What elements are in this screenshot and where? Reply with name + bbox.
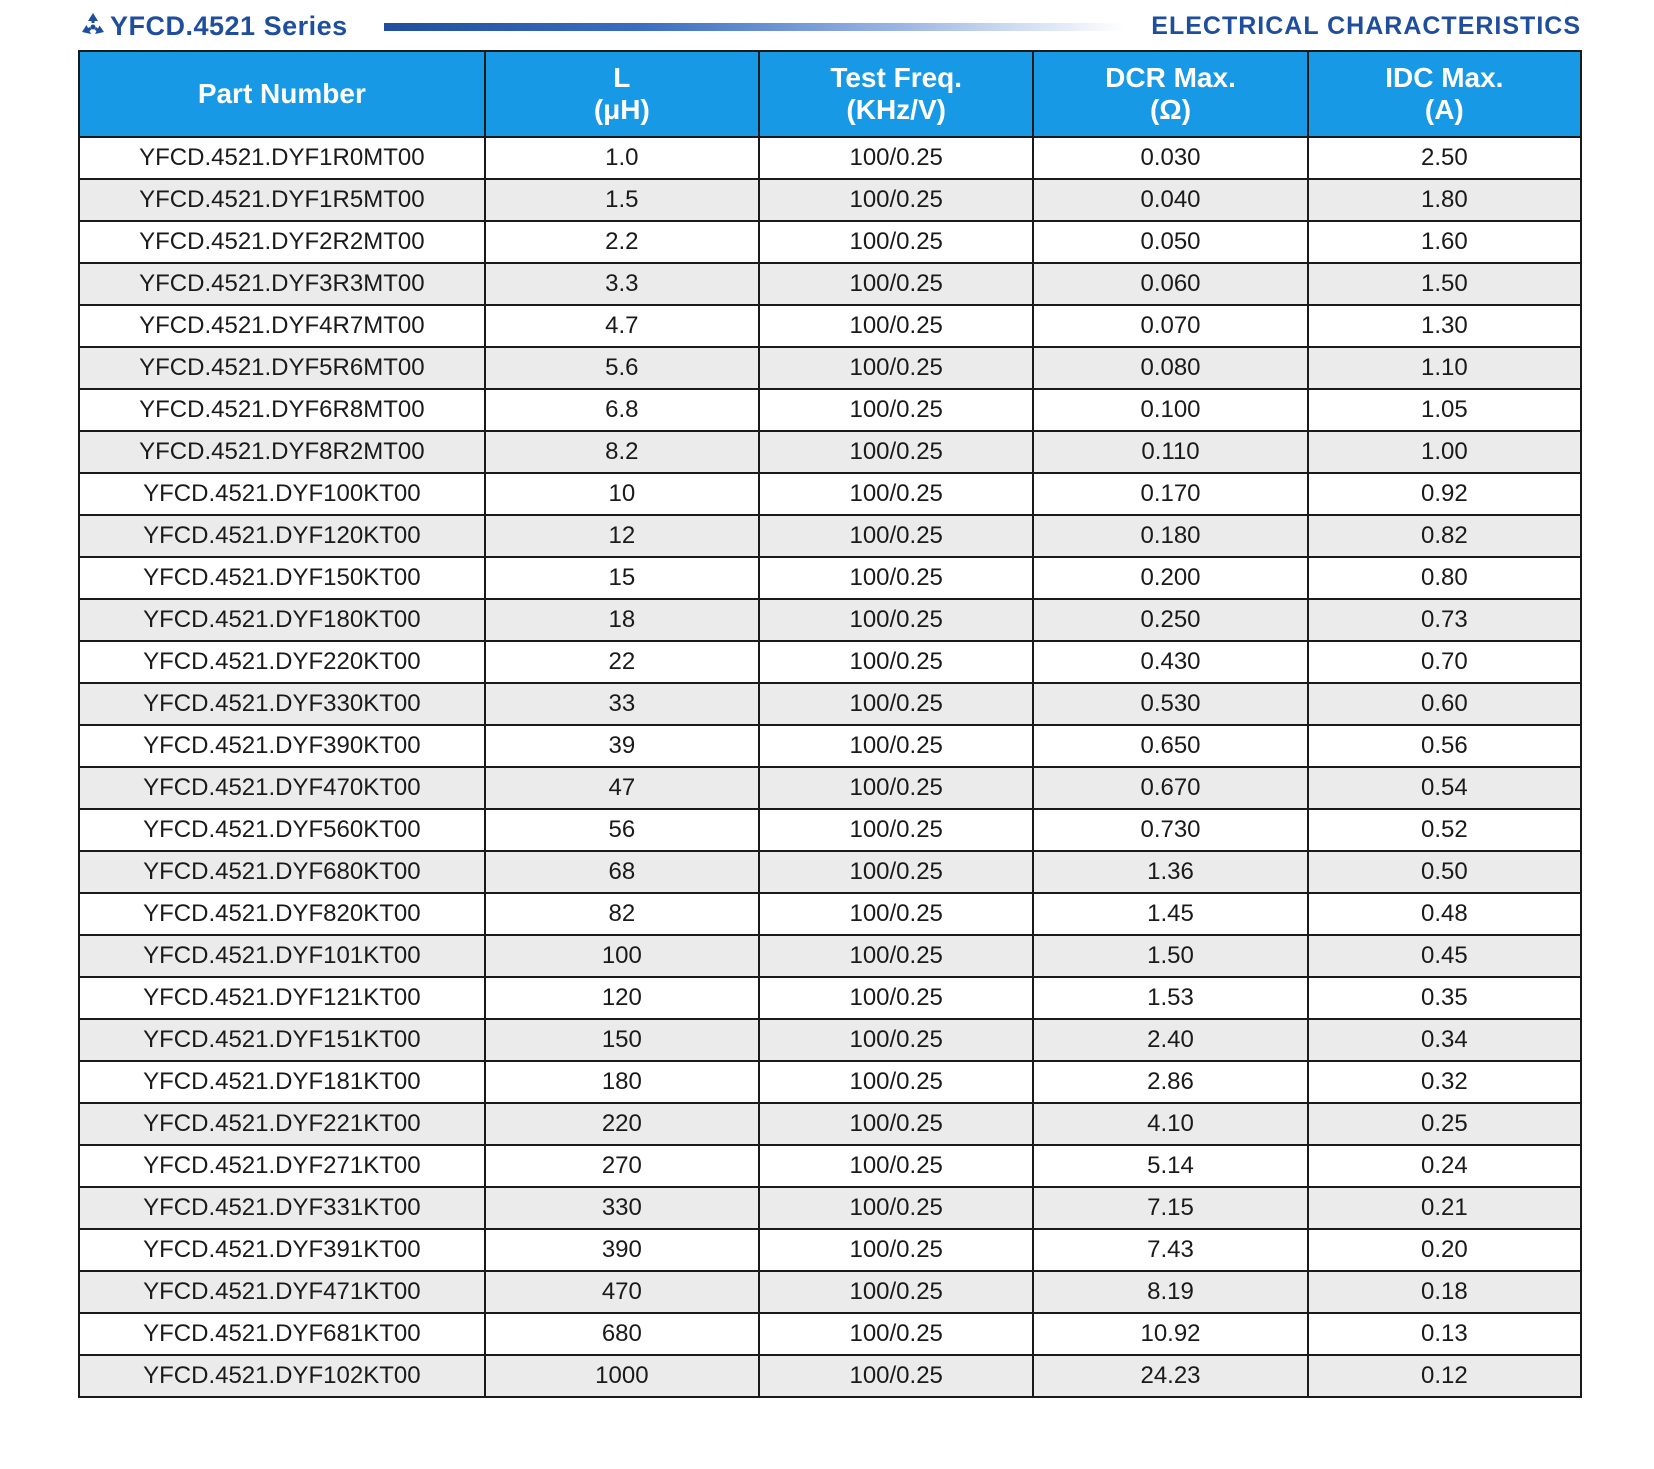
section-title: ELECTRICAL CHARACTERISTICS [1151, 12, 1581, 40]
dcr-max-cell: 0.080 [1033, 347, 1307, 389]
inductance-cell: 6.8 [485, 389, 759, 431]
idc-max-cell: 1.30 [1308, 305, 1581, 347]
test-frequency-cell: 100/0.25 [759, 1187, 1033, 1229]
idc-max-cell: 0.25 [1308, 1103, 1581, 1145]
inductance-cell: 330 [485, 1187, 759, 1229]
idc-max-cell: 0.80 [1308, 557, 1581, 599]
dcr-max-cell: 0.050 [1033, 221, 1307, 263]
table-row [79, 851, 1581, 893]
inductance-cell: 2.2 [485, 221, 759, 263]
idc-max-cell: 1.50 [1308, 263, 1581, 305]
part-number-cell: YFCD.4521.DYF681KT00 [79, 1313, 485, 1355]
column-header-idc-max: IDC Max. (A) [1308, 51, 1581, 137]
page-header [78, 8, 1581, 44]
test-frequency-cell: 100/0.25 [759, 263, 1033, 305]
idc-max-cell: 1.05 [1308, 389, 1581, 431]
table-row [79, 263, 1581, 305]
table-row [79, 1061, 1581, 1103]
inductance-cell: 82 [485, 893, 759, 935]
table-row [79, 1019, 1581, 1061]
table-row [79, 557, 1581, 599]
part-number-cell: YFCD.4521.DYF471KT00 [79, 1271, 485, 1313]
idc-max-cell: 0.12 [1308, 1355, 1581, 1397]
part-number-cell: YFCD.4521.DYF390KT00 [79, 725, 485, 767]
part-number-cell: YFCD.4521.DYF101KT00 [79, 935, 485, 977]
inductance-cell: 680 [485, 1313, 759, 1355]
test-frequency-cell: 100/0.25 [759, 725, 1033, 767]
part-number-cell: YFCD.4521.DYF2R2MT00 [79, 221, 485, 263]
idc-max-cell: 0.70 [1308, 641, 1581, 683]
recycle-icon [78, 10, 108, 40]
idc-max-cell: 0.48 [1308, 893, 1581, 935]
dcr-max-cell: 0.530 [1033, 683, 1307, 725]
inductance-cell: 270 [485, 1145, 759, 1187]
part-number-cell: YFCD.4521.DYF221KT00 [79, 1103, 485, 1145]
idc-max-cell: 0.73 [1308, 599, 1581, 641]
test-frequency-cell: 100/0.25 [759, 1145, 1033, 1187]
inductance-cell: 390 [485, 1229, 759, 1271]
inductance-cell: 1.0 [485, 137, 759, 179]
dcr-max-cell: 7.15 [1033, 1187, 1307, 1229]
part-number-cell: YFCD.4521.DYF220KT00 [79, 641, 485, 683]
test-frequency-cell: 100/0.25 [759, 767, 1033, 809]
inductance-cell: 56 [485, 809, 759, 851]
idc-max-cell: 2.50 [1308, 137, 1581, 179]
dcr-max-cell: 0.170 [1033, 473, 1307, 515]
part-number-cell: YFCD.4521.DYF560KT00 [79, 809, 485, 851]
table-row [79, 1355, 1581, 1397]
dcr-max-cell: 4.10 [1033, 1103, 1307, 1145]
column-header-test-frequency: Test Freq. (KHz/V) [759, 51, 1033, 137]
part-number-cell: YFCD.4521.DYF121KT00 [79, 977, 485, 1019]
part-number-cell: YFCD.4521.DYF330KT00 [79, 683, 485, 725]
dcr-max-cell: 0.040 [1033, 179, 1307, 221]
dcr-max-cell: 24.23 [1033, 1355, 1307, 1397]
table-row [79, 1313, 1581, 1355]
dcr-max-cell: 0.730 [1033, 809, 1307, 851]
test-frequency-cell: 100/0.25 [759, 641, 1033, 683]
table-row [79, 641, 1581, 683]
idc-max-cell: 0.34 [1308, 1019, 1581, 1061]
electrical-characteristics-table [78, 50, 1582, 1398]
test-frequency-cell: 100/0.25 [759, 893, 1033, 935]
inductance-cell: 180 [485, 1061, 759, 1103]
test-frequency-cell: 100/0.25 [759, 221, 1033, 263]
table-row [79, 767, 1581, 809]
dcr-max-cell: 1.45 [1033, 893, 1307, 935]
inductance-cell: 1000 [485, 1355, 759, 1397]
part-number-cell: YFCD.4521.DYF151KT00 [79, 1019, 485, 1061]
table-row [79, 683, 1581, 725]
table-row [79, 599, 1581, 641]
dcr-max-cell: 5.14 [1033, 1145, 1307, 1187]
part-number-cell: YFCD.4521.DYF271KT00 [79, 1145, 485, 1187]
dcr-max-cell: 0.060 [1033, 263, 1307, 305]
dcr-max-cell: 1.36 [1033, 851, 1307, 893]
dcr-max-cell: 10.92 [1033, 1313, 1307, 1355]
table-row [79, 389, 1581, 431]
test-frequency-cell: 100/0.25 [759, 431, 1033, 473]
inductance-cell: 15 [485, 557, 759, 599]
inductance-cell: 22 [485, 641, 759, 683]
idc-max-cell: 0.60 [1308, 683, 1581, 725]
table-row [79, 1145, 1581, 1187]
column-header-dcr-max: DCR Max. (Ω) [1033, 51, 1307, 137]
part-number-cell: YFCD.4521.DYF8R2MT00 [79, 431, 485, 473]
test-frequency-cell: 100/0.25 [759, 473, 1033, 515]
inductance-cell: 39 [485, 725, 759, 767]
test-frequency-cell: 100/0.25 [759, 347, 1033, 389]
idc-max-cell: 0.56 [1308, 725, 1581, 767]
test-frequency-cell: 100/0.25 [759, 935, 1033, 977]
header-divider [384, 23, 1124, 31]
part-number-cell: YFCD.4521.DYF1R5MT00 [79, 179, 485, 221]
table-row [79, 431, 1581, 473]
idc-max-cell: 0.92 [1308, 473, 1581, 515]
dcr-max-cell: 0.430 [1033, 641, 1307, 683]
table-row [79, 473, 1581, 515]
idc-max-cell: 0.24 [1308, 1145, 1581, 1187]
part-number-cell: YFCD.4521.DYF5R6MT00 [79, 347, 485, 389]
test-frequency-cell: 100/0.25 [759, 179, 1033, 221]
idc-max-cell: 1.00 [1308, 431, 1581, 473]
part-number-cell: YFCD.4521.DYF820KT00 [79, 893, 485, 935]
idc-max-cell: 0.54 [1308, 767, 1581, 809]
dcr-max-cell: 0.180 [1033, 515, 1307, 557]
inductance-cell: 8.2 [485, 431, 759, 473]
inductance-cell: 220 [485, 1103, 759, 1145]
test-frequency-cell: 100/0.25 [759, 557, 1033, 599]
test-frequency-cell: 100/0.25 [759, 809, 1033, 851]
idc-max-cell: 0.45 [1308, 935, 1581, 977]
inductance-cell: 33 [485, 683, 759, 725]
table-row [79, 809, 1581, 851]
idc-max-cell: 0.18 [1308, 1271, 1581, 1313]
dcr-max-cell: 0.110 [1033, 431, 1307, 473]
dcr-max-cell: 0.250 [1033, 599, 1307, 641]
part-number-cell: YFCD.4521.DYF6R8MT00 [79, 389, 485, 431]
table-row [79, 137, 1581, 179]
table-row [79, 221, 1581, 263]
dcr-max-cell: 0.070 [1033, 305, 1307, 347]
dcr-max-cell: 1.50 [1033, 935, 1307, 977]
test-frequency-cell: 100/0.25 [759, 851, 1033, 893]
inductance-cell: 1.5 [485, 179, 759, 221]
inductance-cell: 12 [485, 515, 759, 557]
table-row [79, 305, 1581, 347]
test-frequency-cell: 100/0.25 [759, 515, 1033, 557]
inductance-cell: 3.3 [485, 263, 759, 305]
idc-max-cell: 1.80 [1308, 179, 1581, 221]
table-row [79, 179, 1581, 221]
table-row [79, 1103, 1581, 1145]
test-frequency-cell: 100/0.25 [759, 389, 1033, 431]
table-row [79, 893, 1581, 935]
part-number-cell: YFCD.4521.DYF4R7MT00 [79, 305, 485, 347]
table-row [79, 1271, 1581, 1313]
series-title: YFCD.4521 Series [110, 11, 348, 41]
part-number-cell: YFCD.4521.DYF102KT00 [79, 1355, 485, 1397]
test-frequency-cell: 100/0.25 [759, 977, 1033, 1019]
table-row [79, 977, 1581, 1019]
dcr-max-cell: 0.200 [1033, 557, 1307, 599]
dcr-max-cell: 0.030 [1033, 137, 1307, 179]
test-frequency-cell: 100/0.25 [759, 1061, 1033, 1103]
test-frequency-cell: 100/0.25 [759, 599, 1033, 641]
test-frequency-cell: 100/0.25 [759, 1019, 1033, 1061]
part-number-cell: YFCD.4521.DYF150KT00 [79, 557, 485, 599]
idc-max-cell: 0.13 [1308, 1313, 1581, 1355]
column-header-inductance: L (μH) [485, 51, 759, 137]
idc-max-cell: 0.50 [1308, 851, 1581, 893]
table-row [79, 1229, 1581, 1271]
part-number-cell: YFCD.4521.DYF181KT00 [79, 1061, 485, 1103]
table-row [79, 725, 1581, 767]
dcr-max-cell: 1.53 [1033, 977, 1307, 1019]
dcr-max-cell: 2.86 [1033, 1061, 1307, 1103]
part-number-cell: YFCD.4521.DYF120KT00 [79, 515, 485, 557]
test-frequency-cell: 100/0.25 [759, 1271, 1033, 1313]
test-frequency-cell: 100/0.25 [759, 305, 1033, 347]
inductance-cell: 470 [485, 1271, 759, 1313]
table-row [79, 347, 1581, 389]
idc-max-cell: 0.32 [1308, 1061, 1581, 1103]
inductance-cell: 4.7 [485, 305, 759, 347]
test-frequency-cell: 100/0.25 [759, 137, 1033, 179]
table-body [79, 137, 1581, 1397]
test-frequency-cell: 100/0.25 [759, 1103, 1033, 1145]
idc-max-cell: 1.10 [1308, 347, 1581, 389]
table-row [79, 1187, 1581, 1229]
test-frequency-cell: 100/0.25 [759, 1313, 1033, 1355]
idc-max-cell: 0.21 [1308, 1187, 1581, 1229]
table-row [79, 515, 1581, 557]
part-number-cell: YFCD.4521.DYF180KT00 [79, 599, 485, 641]
inductance-cell: 18 [485, 599, 759, 641]
part-number-cell: YFCD.4521.DYF331KT00 [79, 1187, 485, 1229]
dcr-max-cell: 0.670 [1033, 767, 1307, 809]
dcr-max-cell: 2.40 [1033, 1019, 1307, 1061]
idc-max-cell: 0.52 [1308, 809, 1581, 851]
table-header-row [79, 51, 1581, 137]
inductance-cell: 100 [485, 935, 759, 977]
dcr-max-cell: 0.650 [1033, 725, 1307, 767]
idc-max-cell: 0.35 [1308, 977, 1581, 1019]
part-number-cell: YFCD.4521.DYF1R0MT00 [79, 137, 485, 179]
inductance-cell: 68 [485, 851, 759, 893]
dcr-max-cell: 7.43 [1033, 1229, 1307, 1271]
part-number-cell: YFCD.4521.DYF680KT00 [79, 851, 485, 893]
inductance-cell: 5.6 [485, 347, 759, 389]
test-frequency-cell: 100/0.25 [759, 683, 1033, 725]
dcr-max-cell: 8.19 [1033, 1271, 1307, 1313]
part-number-cell: YFCD.4521.DYF391KT00 [79, 1229, 485, 1271]
inductance-cell: 150 [485, 1019, 759, 1061]
idc-max-cell: 0.20 [1308, 1229, 1581, 1271]
dcr-max-cell: 0.100 [1033, 389, 1307, 431]
column-header-part-number: Part Number [79, 51, 485, 137]
inductance-cell: 47 [485, 767, 759, 809]
inductance-cell: 10 [485, 473, 759, 515]
inductance-cell: 120 [485, 977, 759, 1019]
idc-max-cell: 1.60 [1308, 221, 1581, 263]
idc-max-cell: 0.82 [1308, 515, 1581, 557]
table-row [79, 935, 1581, 977]
part-number-cell: YFCD.4521.DYF470KT00 [79, 767, 485, 809]
part-number-cell: YFCD.4521.DYF100KT00 [79, 473, 485, 515]
test-frequency-cell: 100/0.25 [759, 1229, 1033, 1271]
test-frequency-cell: 100/0.25 [759, 1355, 1033, 1397]
part-number-cell: YFCD.4521.DYF3R3MT00 [79, 263, 485, 305]
